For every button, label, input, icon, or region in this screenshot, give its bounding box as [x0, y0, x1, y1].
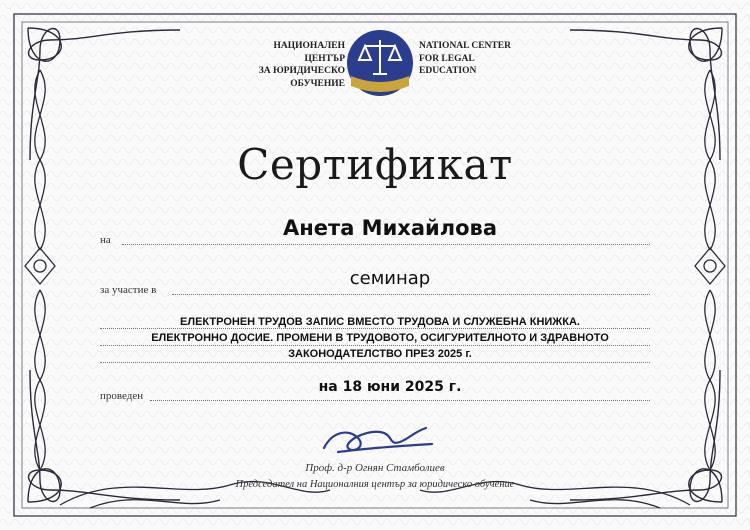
dotted-line: [100, 362, 650, 363]
recipient-name: Анета Михайлова: [283, 216, 497, 240]
issuer-name-en-line: NATIONAL CENTER: [419, 41, 511, 51]
issuer-name-bg-line: ОБУЧЕНИЕ: [290, 78, 345, 89]
label-to: на: [100, 234, 111, 246]
issuer-logo: [253, 22, 511, 110]
label-participation: за участие в: [100, 284, 157, 296]
issuer-name-en-line: FOR LEGAL: [419, 53, 475, 64]
event-type: семинар: [349, 268, 431, 289]
issuer-name-bg: [253, 40, 345, 90]
dotted-line: [122, 244, 650, 245]
event-date: на 18 юни 2025 г.: [318, 379, 462, 395]
issuer-name-bg-line: ЗА ЮРИДИЧЕСКО: [258, 66, 345, 76]
label-held: проведен: [100, 390, 144, 402]
issuer-name-en-line: EDUCATION: [419, 66, 477, 76]
issuer-name-bg-line: НАЦИОНАЛЕН ЦЕНТЪР: [273, 41, 345, 64]
dotted-line: [150, 400, 650, 401]
signatory-position: Председател на Националния център за юридическо обучение: [235, 479, 515, 490]
topic-line: ЕЛЕКТРОННО ДОСИЕ. ПРОМЕНИ В ТРУДОВОТО, ОСИГУРИТЕЛНОТО И ЗДРАВНОТО: [151, 332, 609, 344]
signatory-name: Проф. д-р Огнян Стамболиев: [305, 462, 445, 474]
scales-of-justice-icon: [345, 28, 415, 98]
topic-line: ЗАКОНОДАТЕЛСТВО ПРЕЗ 2025 г.: [288, 348, 472, 360]
topic-line: ЕЛЕКТРОНЕН ТРУДОВ ЗАПИС ВМЕСТО ТРУДОВА И СЛУЖЕБНА КНИЖКА.: [180, 316, 580, 328]
issuer-name-en: [419, 40, 519, 78]
seminar-topic: [130, 314, 630, 362]
signature-image: [318, 418, 438, 460]
certificate-title: Сертификат: [237, 140, 513, 189]
dotted-line: [172, 294, 650, 295]
